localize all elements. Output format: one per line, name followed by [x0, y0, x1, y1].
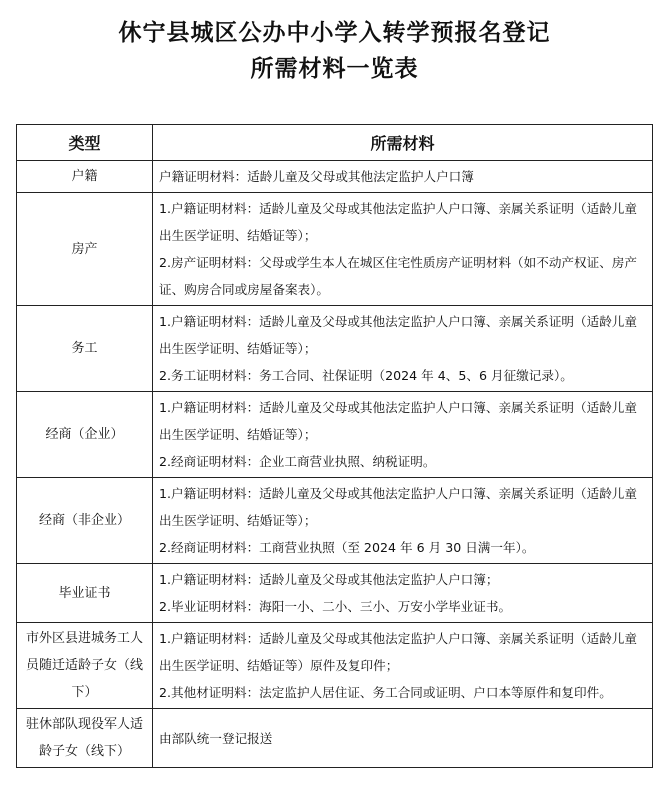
row-type-cell: 经商（非企业）	[17, 478, 153, 564]
material-item: 1.户籍证明材料：适龄儿童及父母或其他法定监护人户口簿、亲属关系证明（适龄儿童出生医学证明、结婚证等）；	[159, 314, 637, 356]
row-materials-cell	[153, 623, 653, 709]
material-item: 1.户籍证明材料：适龄儿童及父母或其他法定监护人户口簿、亲属关系证明（适龄儿童出生医学证明、结婚证等）；	[159, 486, 637, 528]
material-item: 1.户籍证明材料：适龄儿童及父母或其他法定监护人户口簿、亲属关系证明（适龄儿童出生医学证明、结婚证等）；	[159, 201, 637, 243]
table-row	[17, 623, 653, 709]
row-type-cell: 户籍	[17, 161, 153, 193]
table-row	[17, 193, 653, 306]
material-item: 2.务工证明材料：务工合同、社保证明（2024 年 4、5、6 月征缴记录）。	[159, 368, 573, 383]
row-materials-cell	[153, 564, 653, 623]
row-type-cell: 毕业证书	[17, 564, 153, 623]
material-item: 由部队统一登记报送	[159, 730, 273, 746]
material-item: 2.经商证明材料：工商营业执照（至 2024 年 6 月 30 日满一年）。	[159, 540, 535, 555]
row-type-cell: 市外区县进城务工人员随迁适龄子女（线下）	[17, 623, 153, 709]
row-materials-cell	[153, 392, 653, 478]
table-row	[17, 564, 653, 623]
row-type-cell: 驻休部队现役军人适龄子女（线下）	[17, 709, 153, 768]
table-header-row	[17, 125, 653, 161]
table-row	[17, 161, 653, 193]
header-materials: 所需材料	[153, 125, 653, 161]
row-type-cell: 务工	[17, 306, 153, 392]
row-materials-cell	[153, 161, 653, 193]
row-type-cell: 房产	[17, 193, 153, 306]
row-materials-cell	[153, 193, 653, 306]
row-materials-cell	[153, 478, 653, 564]
table-row	[17, 478, 653, 564]
material-item: 2.房产证明材料：父母或学生本人在城区住宅性质房产证明材料（如不动产权证、房产证、购房合同或房屋备案表）。	[159, 255, 637, 297]
document-title-line-2: 所需材料一览表	[250, 55, 419, 82]
table-row	[17, 392, 653, 478]
row-materials-cell	[153, 306, 653, 392]
material-item: 2.毕业证明材料：海阳一小、二小、三小、万安小学毕业证书。	[159, 599, 512, 614]
material-item: 2.经商证明材料：企业工商营业执照、纳税证明。	[159, 454, 436, 469]
materials-table	[16, 124, 653, 768]
document-title-line-1: 休宁县城区公办中小学入转学预报名登记	[118, 19, 551, 46]
table-row	[17, 709, 653, 768]
row-type-cell: 经商（企业）	[17, 392, 153, 478]
material-item: 1.户籍证明材料：适龄儿童及父母或其他法定监护人户口簿、亲属关系证明（适龄儿童出生医学证明、结婚证等）；	[159, 400, 637, 442]
header-type: 类型	[17, 125, 153, 161]
table-row	[17, 306, 653, 392]
material-item: 1.户籍证明材料：适龄儿童及父母或其他法定监护人户口簿、亲属关系证明（适龄儿童出生医学证明、结婚证等）原件及复印件；	[159, 631, 637, 673]
material-item: 户籍证明材料：适龄儿童及父母或其他法定监护人户口簿	[159, 169, 474, 184]
material-item: 2.其他材证明料：法定监护人居住证、务工合同或证明、户口本等原件和复印件。	[159, 685, 612, 700]
material-item: 1.户籍证明材料：适龄儿童及父母或其他法定监护人户口簿；	[159, 572, 499, 587]
row-materials-cell	[153, 709, 653, 768]
